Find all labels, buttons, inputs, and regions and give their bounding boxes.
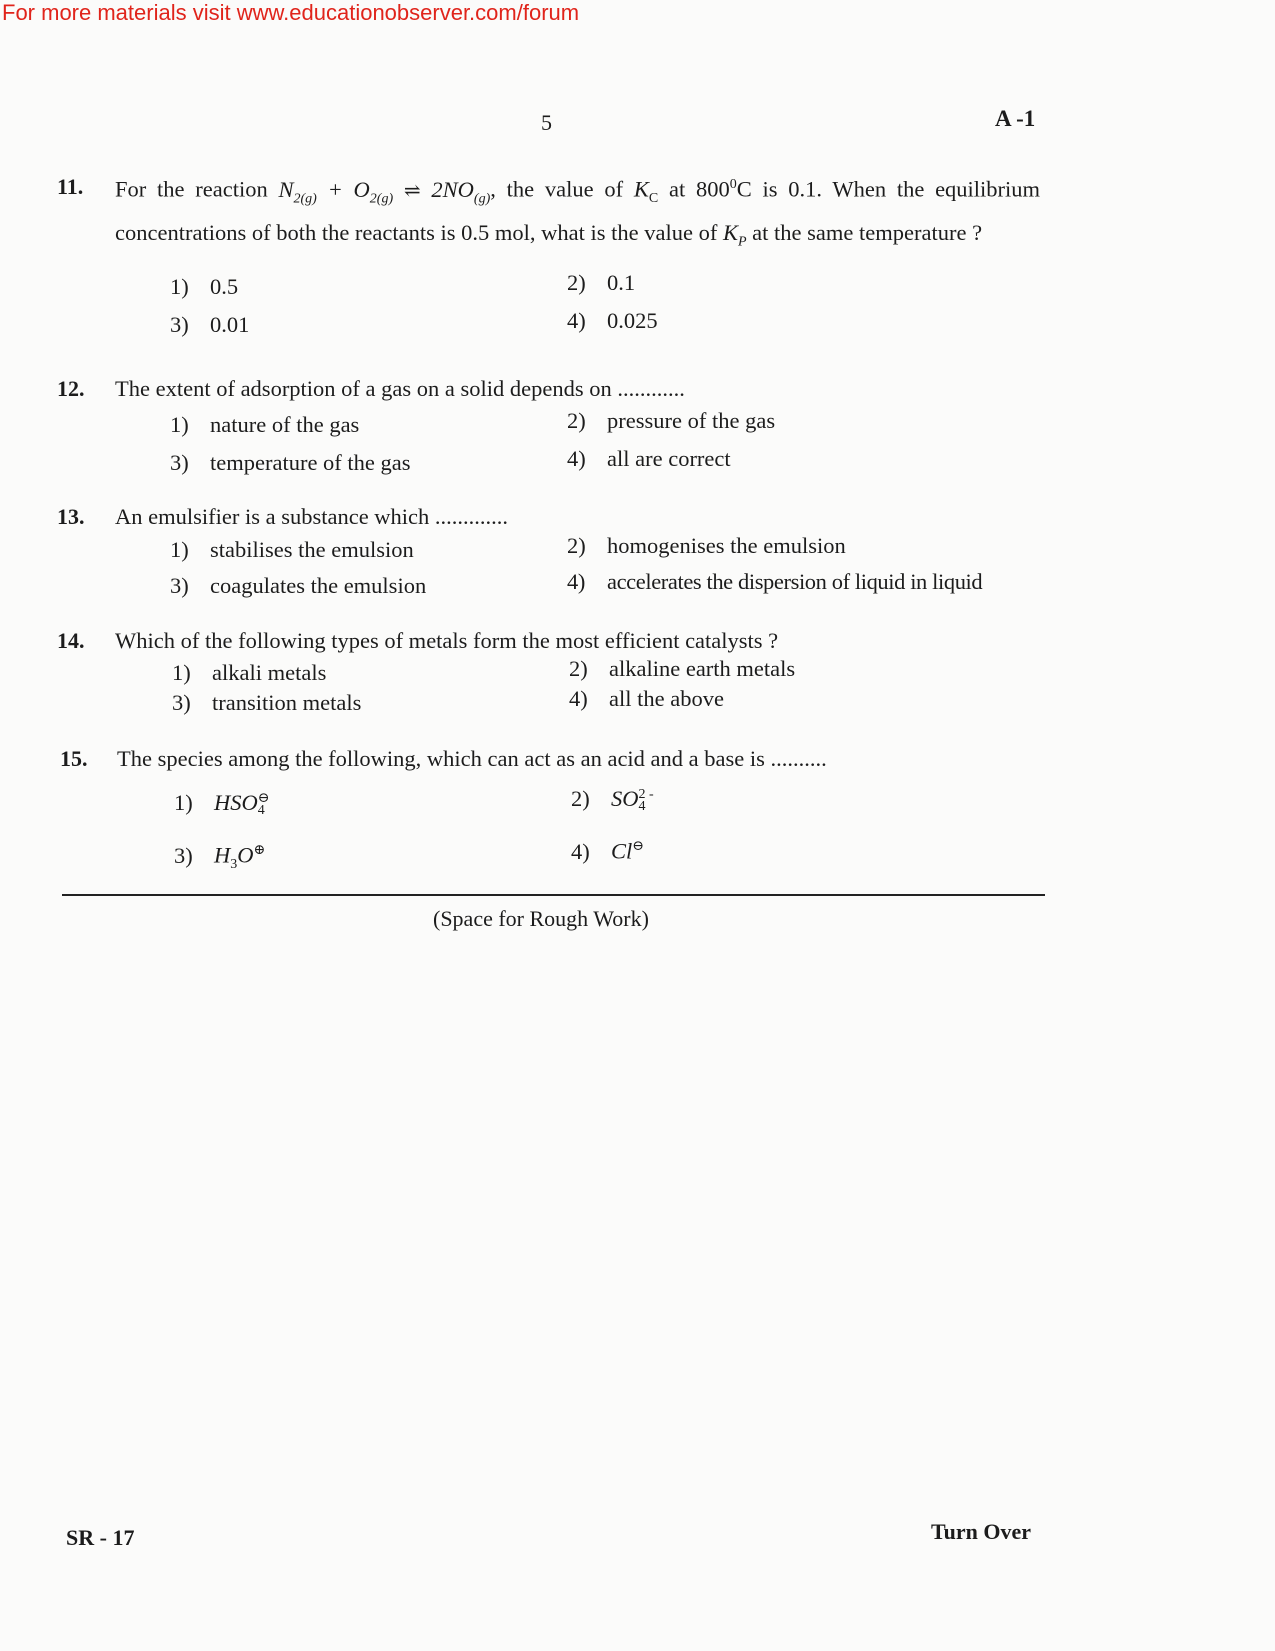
question-text: An emulsifier is a substance which ............. [115, 504, 509, 529]
question-number: 13. [57, 504, 85, 529]
option-4: 4) 0.025 [567, 308, 658, 333]
option-4: 4) Cl⊖ [571, 838, 644, 864]
turn-over-label: Turn Over [931, 1519, 1032, 1544]
question-number: 15. [60, 746, 88, 771]
option-4: 4) all the above [569, 686, 724, 711]
option-2: 2) homogenises the emulsion [567, 533, 846, 558]
question-text: For the reaction $N_{2(g)} + O_{2(g)}$ ⇌ $2NO_{(g)}$, the value of $K_C$ at $800^0C$ is 0.1. When the equilibrium concentrations of both the reactants is 0.5 mol, what is the value of $K_P$ at the same temperature ? [115, 176, 1041, 250]
source-banner: For more materials visit www.educationobserver.com/forum [2, 0, 580, 25]
option-3: 3) temperature of the gas [170, 450, 411, 475]
question-number: 11. [57, 174, 84, 199]
question-text: Which of the following types of metals form the most efficient catalysts ? [115, 628, 779, 653]
option-2: 2) pressure of the gas [567, 408, 776, 433]
option-3: 3) coagulates the emulsion [170, 573, 427, 598]
option-2: 2) SO 2 - 4 [571, 786, 654, 814]
option-2: 2) alkaline earth metals [569, 656, 796, 681]
question-number: 12. [57, 376, 85, 401]
option-3: 3) $H_3O^\oplus$ [174, 842, 266, 872]
footer-code: SR - 17 [66, 1525, 135, 1550]
option-1: 1) 0.5 [170, 274, 239, 299]
option-1: 1) stabilises the emulsion [170, 537, 414, 562]
option-3: 3) 0.01 [170, 312, 250, 337]
equilibrium-arrow-icon: ⇌ [403, 179, 421, 202]
option-1: 1) nature of the gas [170, 412, 360, 437]
question-text: The species among the following, which can act as an acid and a base is .......... [117, 746, 827, 771]
option-4: 4) accelerates the dispersion of liquid in liquid [567, 569, 983, 594]
question-number: 14. [57, 628, 85, 653]
option-2: 2) 0.1 [567, 270, 636, 295]
rough-work-label: (Space for Rough Work) [433, 906, 649, 931]
option-3: 3) transition metals [172, 690, 362, 715]
question-text: The extent of adsorption of a gas on a solid depends on ............ [115, 376, 685, 401]
divider-rule [62, 894, 1045, 896]
page-number: 5 [541, 110, 552, 135]
option-1: 1) alkali metals [172, 660, 327, 685]
paper-code: A -1 [995, 106, 1036, 131]
reaction-equation: $N_{2(g)} + O_{2(g)}$ ⇌ $2NO_{(g)}$ [278, 176, 491, 206]
option-1: 1) HSO ⊖ 4 [174, 790, 270, 818]
option-4: 4) all are correct [567, 446, 731, 471]
